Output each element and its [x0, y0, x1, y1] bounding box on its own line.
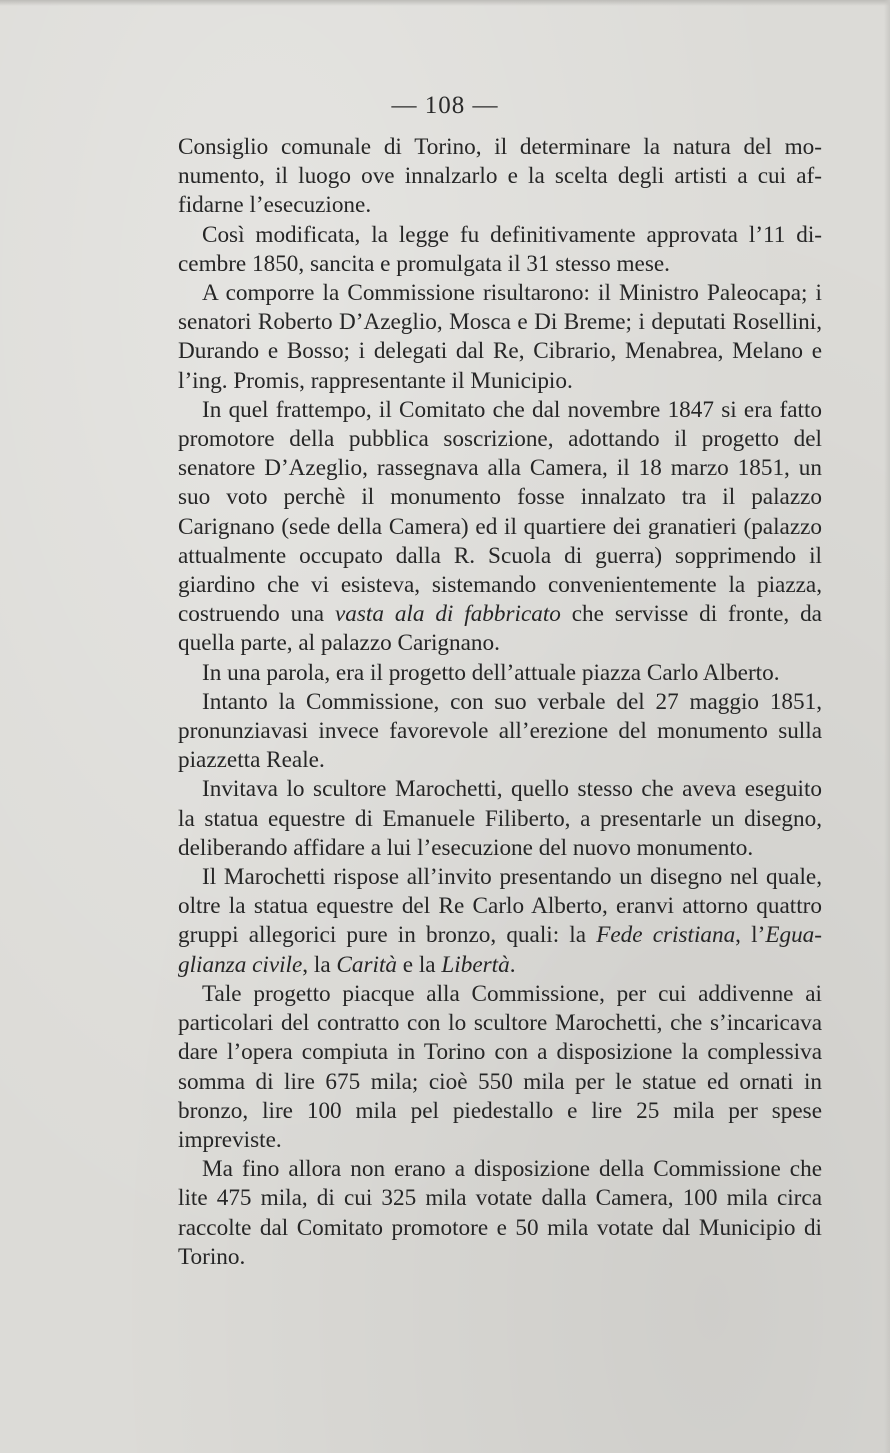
paragraph-8-italic-fede: Fede cristiana [596, 922, 736, 949]
paragraph-8-text-mid-3: e la [396, 951, 442, 978]
paragraph-4-text-after: che servisse di fronte, da quella parte, al palazzo Carignano. [178, 601, 822, 657]
paragraph-1: Consiglio comunale di Torino, il determinare la natura del monumento, il luogo ove innalzarlo e la scelta degli artisti a cui affidarne l’esecuzione. [178, 134, 822, 219]
paragraph-8-text-before: Il Marochetti rispose all’invito presentando un disegno nel quale, oltre la statua equestre del Re Carlo Alberto, eranvi attorno quattro gruppi allegorici pure in bronzo, quali: la [178, 864, 822, 949]
paragraph-4-text-before: In quel frattempo, il Comitato che dal novembre 1847 si era fatto promotore della pubblica soscrizione, adottando il progetto del senatore D’Azeglio, rassegnava alla Camera, il 18 marzo 1851, un suo voto perchè il monumento fosse innalzato tra il palazzo Carignano (sede della Camera) ed il quartiere dei granatieri (palazzo attualmente occupato dalla R. Scuola di guerra) sopprimendo il giardino che vi esisteva, sistemando convenientemente la piazza, costruendo una [178, 396, 822, 628]
page-number: — 108 — [391, 92, 499, 119]
paragraph-10: Ma fino allora non erano a disposizione della Commissione che lite 475 mila, di cui 325 mila votate dalla Camera, 100 mila circa raccolte dal Comitato promotore e 50 mila votate dal Municipio di Torino. [178, 1156, 822, 1270]
page-edge-shadow-right [884, 0, 890, 1453]
paragraph-4-italic-phrase: vasta ala di fabbricato [335, 601, 561, 628]
page-edge-shadow-top [0, 0, 890, 6]
body-text [178, 133, 822, 1272]
paragraph-7: Invitava lo scultore Marochetti, quello stesso che aveva eseguito la statua equestre di Emanuele Filiberto, a presentarle un disegno, deliberando affidare a lui l’esecuzione del nuovo monumento. [178, 776, 822, 861]
paragraph-5: In una parola, era il progetto dell’attuale piazza Carlo Alberto. [202, 659, 780, 686]
paragraph-8 [178, 863, 822, 980]
paragraph-9: Tale progetto piacque alla Commissione, per cui addivenne ai particolari del contratto con lo scultore Marochetti, che s’incaricava dare l’opera compiuta in Torino con a disposizione la complessiva somma di lire 675 mila; cioè 550 mila per le statue ed ornati in bronzo, lire 100 mila pel piedestallo e lire 25 mila per spese impreviste. [178, 980, 822, 1153]
paragraph-8-text-after: . [509, 951, 516, 978]
paragraph-2: Così modificata, la legge fu definitivamente approvata l’11 dicembre 1850, sancita e promulgata il 31 stesso mese. [178, 221, 822, 277]
paragraph-8-text-mid-1: , l’ [735, 922, 766, 949]
paragraph-8-italic-liberta: Libertà [441, 951, 510, 978]
paragraph-3: A comporre la Commissione risultarono: il Ministro Paleocapa; i senatori Roberto D’Azeglio, Mosca e Di Breme; i deputati Rosellini, Durando e Bosso; i delegati dal Re, Cibrario, Menabrea, Melano e l’ing. Promis, rappresentante il Municipio. [178, 280, 822, 394]
paragraph-8-italic-carita: Carità [336, 951, 397, 978]
paragraph-4 [178, 396, 822, 659]
paragraph-6: Intanto la Commissione, con suo verbale del 27 maggio 1851, pronunziavasi invece favorevole all’erezione del monumento sulla piazzetta Reale. [178, 688, 822, 774]
paragraph-8-italic-eguaglianza: Eguaglianza civile [178, 922, 822, 978]
paragraph-8-text-mid-2: , la [302, 951, 337, 978]
